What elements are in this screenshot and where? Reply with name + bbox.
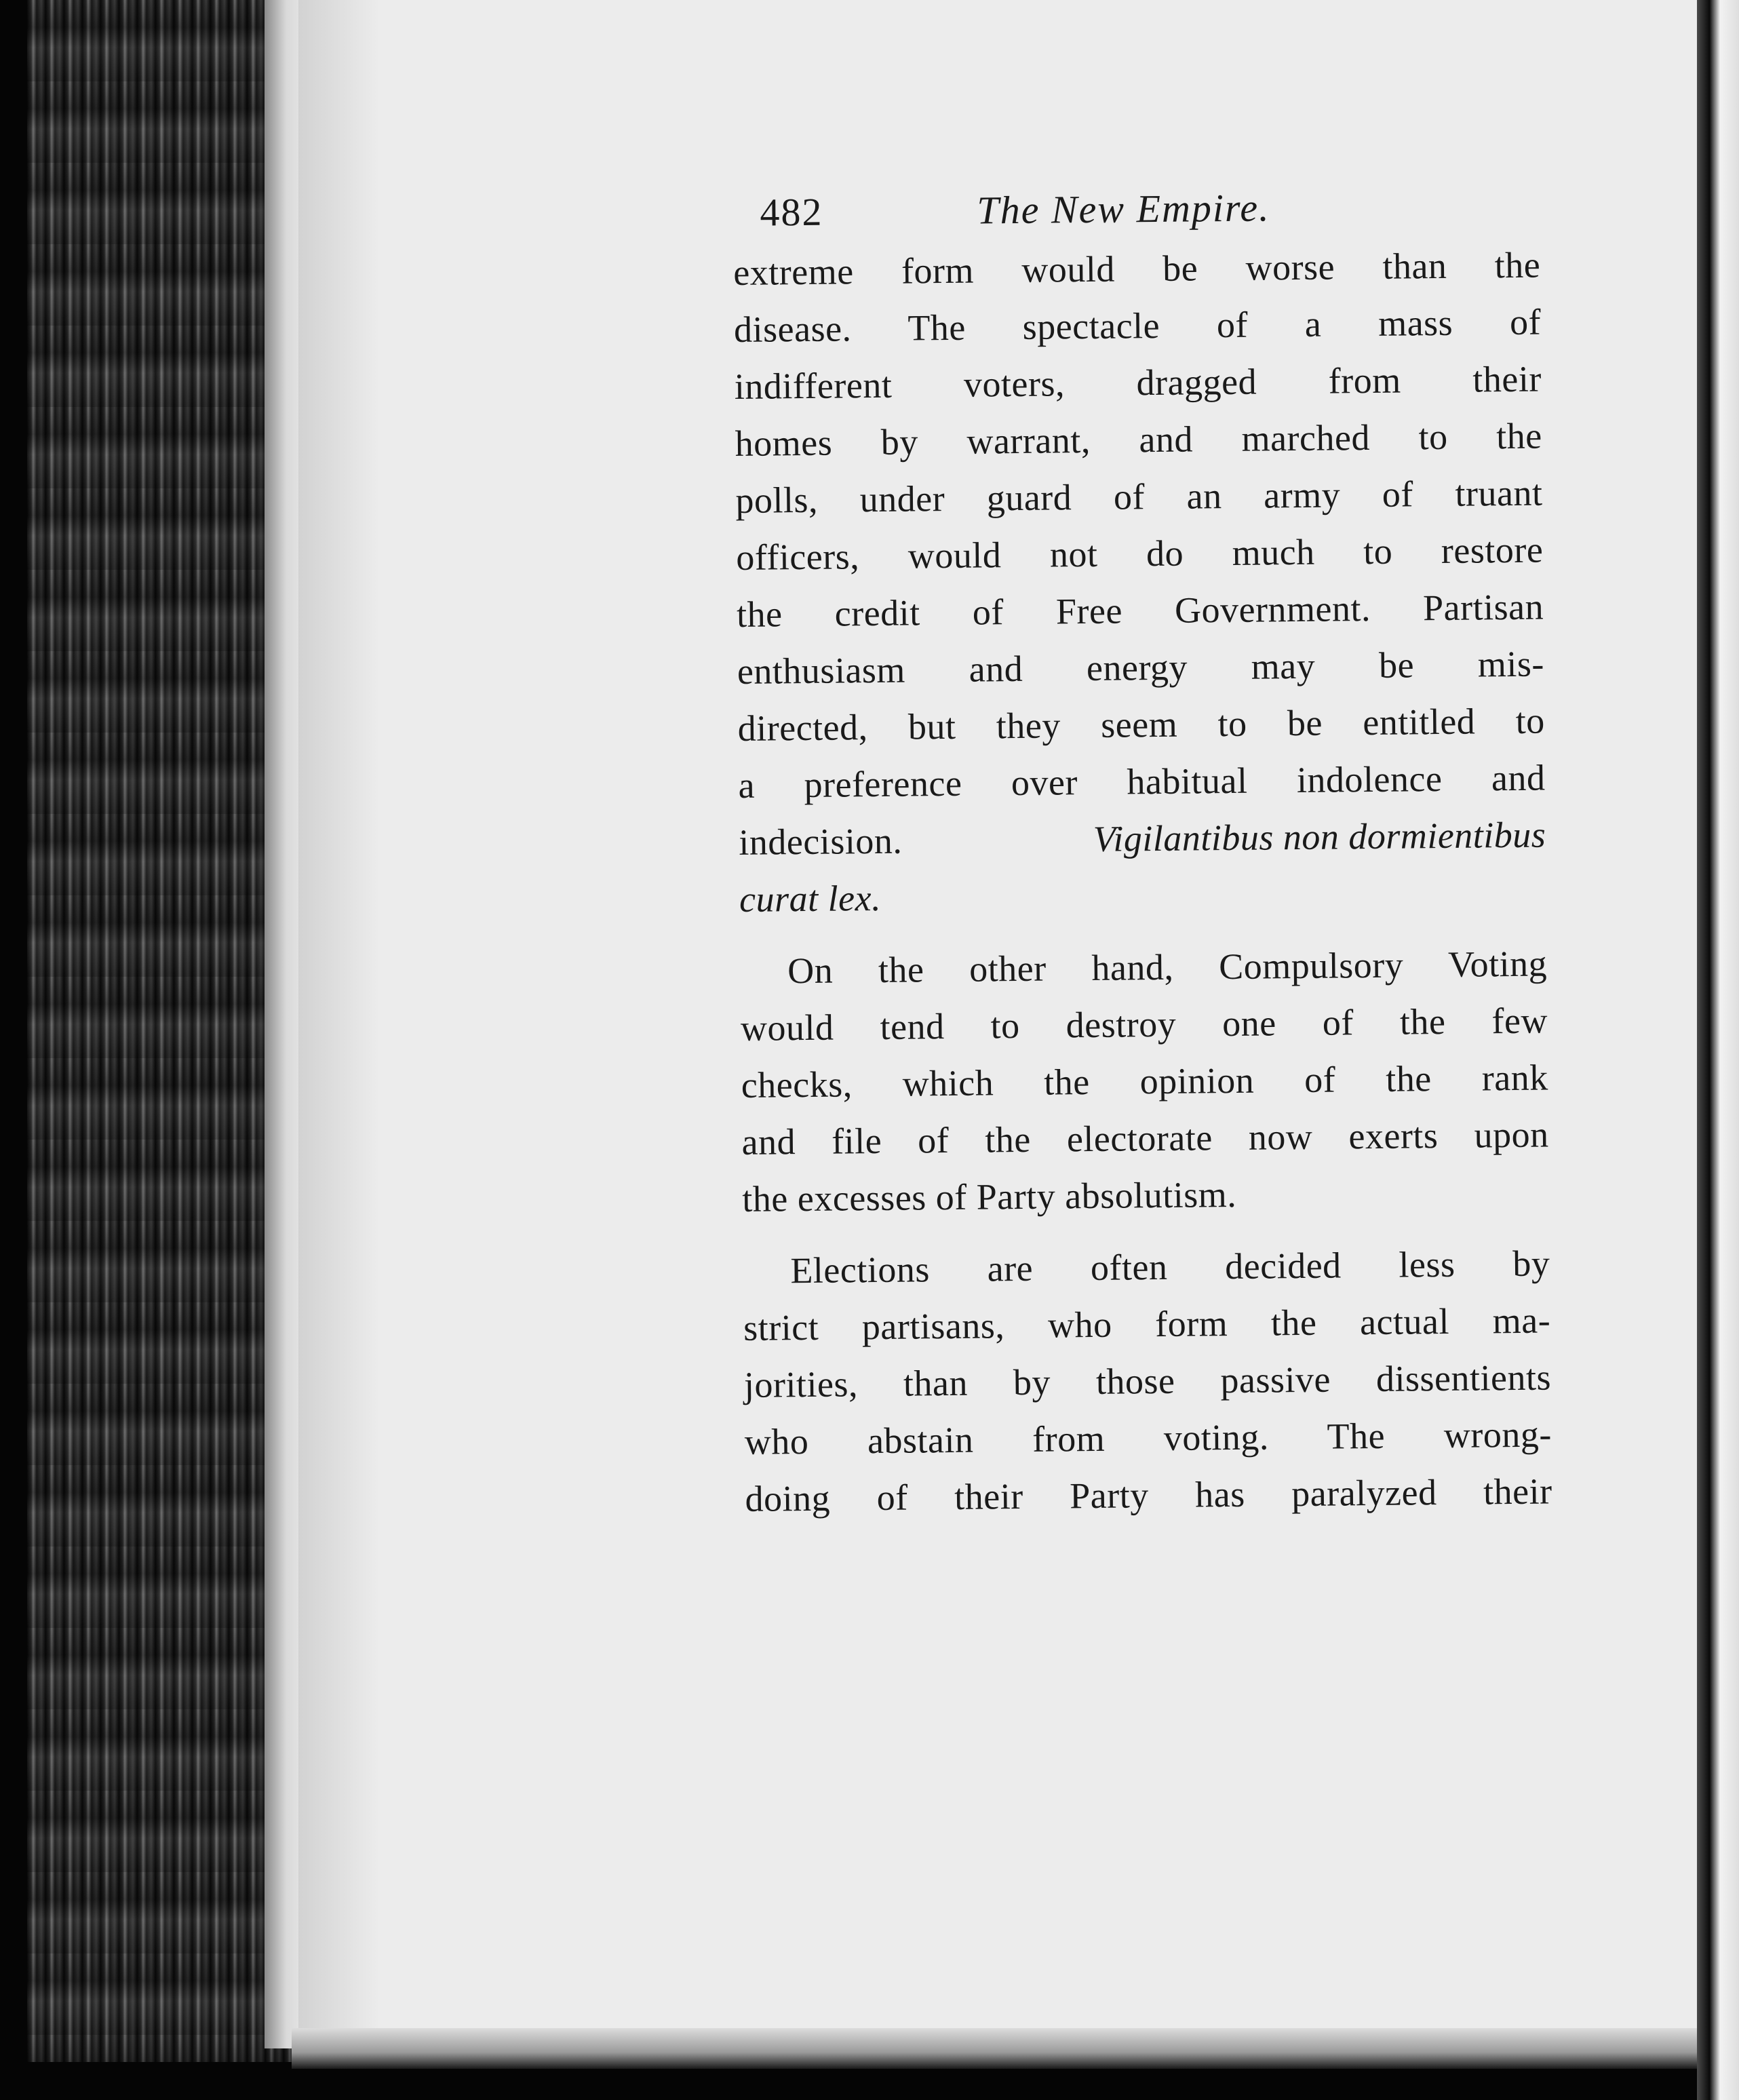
text-line: directed, but they seem to be entitled to — [737, 700, 1545, 749]
page-text — [732, 176, 1552, 1528]
text-line: a preference over habitual indolence and — [738, 757, 1546, 806]
running-header — [732, 176, 1540, 244]
page-number: 482 — [760, 189, 823, 235]
text-line: would tend to destroy one of the few — [740, 1000, 1548, 1049]
page-edge-right — [1697, 0, 1739, 2100]
paragraph-1 — [733, 237, 1547, 928]
text-line: jorities, than by those passive dissentients — [743, 1357, 1552, 1405]
text-line-mixed — [739, 806, 1546, 871]
running-title: The New Empire. — [977, 185, 1270, 233]
text-line: indifferent voters, dragged from their — [734, 358, 1542, 407]
text-line: checks, which the opinion of the rank — [741, 1057, 1548, 1106]
text-line: extreme form would be worse than the — [732, 244, 1541, 293]
paragraph-2 — [740, 935, 1550, 1228]
latin-maxim-end: curat lex. — [739, 877, 882, 920]
text-line: disease. The spectacle of a mass of — [733, 301, 1542, 350]
page-bottom-edge — [292, 2028, 1716, 2069]
text-line-italic — [739, 863, 1547, 928]
text-line: polls, under guard of an army of truant — [735, 472, 1543, 521]
latin-maxim: Vigilantibus non dormientibus — [1093, 814, 1546, 859]
text-line: enthusiasm and energy may be mis- — [737, 643, 1545, 692]
text-line: doing of their Party has paralyzed their — [745, 1471, 1552, 1519]
text-line: Elections are often decided less by — [790, 1243, 1550, 1291]
text-line: On the other hand, Compulsory Voting — [787, 943, 1548, 992]
text-line: strict partisans, who form the actual ma- — [743, 1300, 1551, 1348]
text-line: officers, would not do much to restore — [736, 529, 1544, 578]
text-line: homes by warrant, and marched to the — [735, 415, 1542, 464]
text-line: and file of the electorate now exerts upon — [741, 1114, 1549, 1163]
text-line: the excesses of Party absolutism. — [742, 1173, 1237, 1220]
paragraph-3 — [743, 1235, 1552, 1528]
text-line: who abstain from voting. The wrong- — [744, 1414, 1552, 1462]
text-line: the credit of Free Government. Partisan — [736, 586, 1544, 635]
text-roman: indecision. — [739, 820, 903, 863]
